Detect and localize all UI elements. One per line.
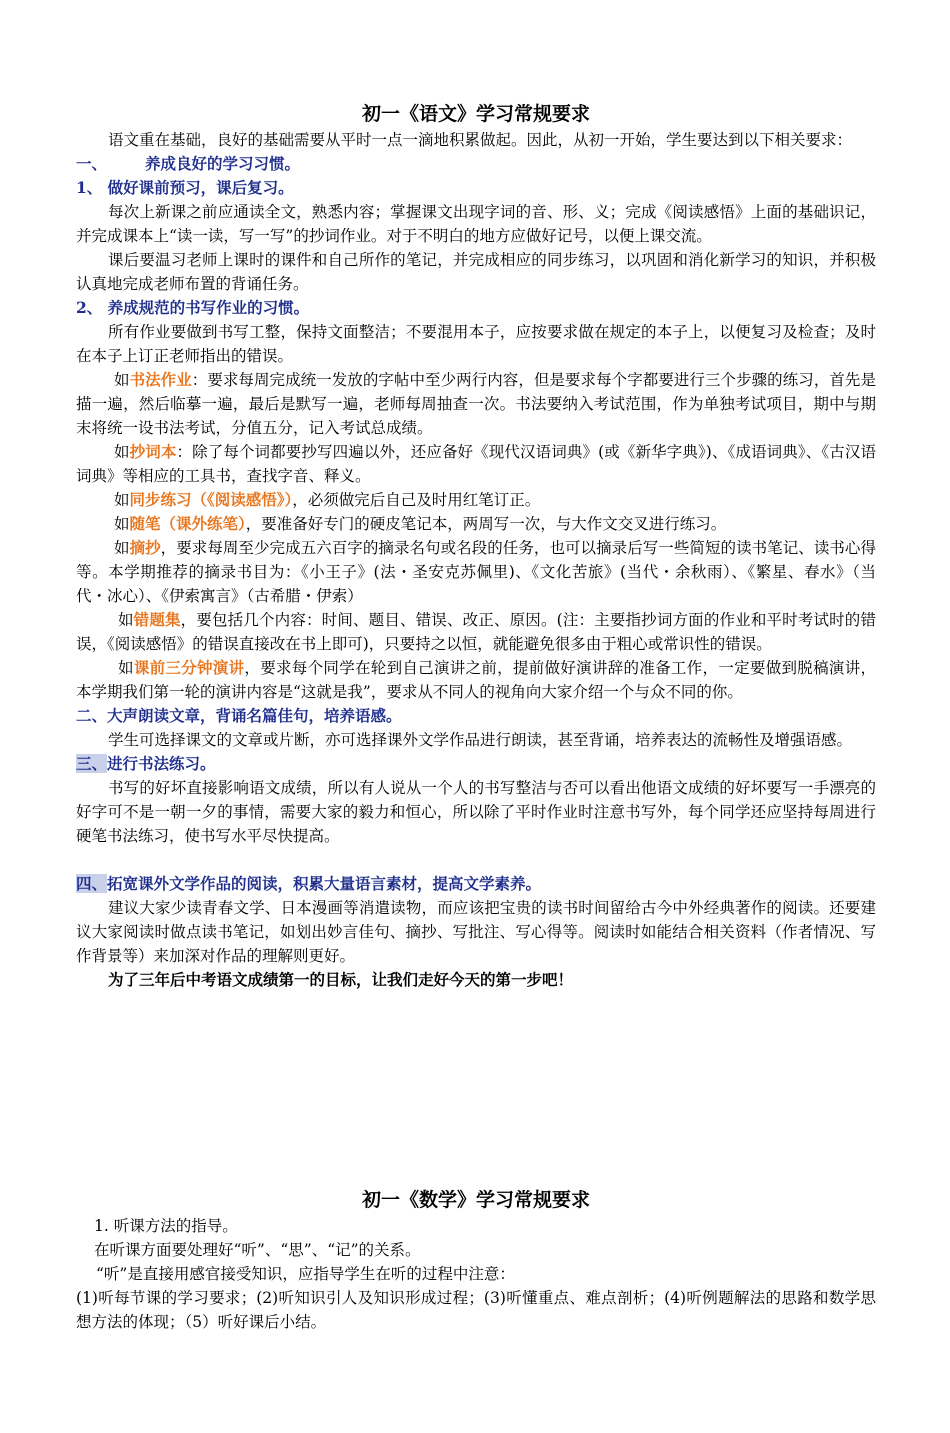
heading-1-text: 养成良好的学习习惯。	[145, 154, 301, 173]
math-line-4: (1)听每节课的学习要求；(2)听知识引人及知识形成过程；(3)听懂重点、难点剖析；(4)听例题解法的思路和数学思想方法的体现；（5）听好课后小结。	[76, 1289, 876, 1331]
item-sync-practice	[76, 488, 876, 512]
calligraphy-label: 书法作业	[129, 370, 192, 389]
heading-3-text: 进行书法练习。	[107, 754, 216, 773]
item-essay	[76, 512, 876, 536]
math-section	[76, 1186, 876, 1334]
paragraph-reading-aloud: 学生可选择课文的文章或片断，亦可选择课外文学作品进行朗读，甚至背诵，培养表达的流畅性及增强语感。	[108, 731, 853, 749]
error-book-label: 错题集	[133, 610, 181, 629]
essay-text: ，要准备好专门的硬皮笔记本，两周写一次，与大作文交叉进行练习。	[245, 515, 727, 533]
paragraph-homework: 所有作业要做到书写工整，保持文面整洁；不要混用本子，应按要求做在规定的本子上，以便复习及检查；及时在本子上订正老师指出的错误。	[76, 323, 876, 365]
item-prefix: 如	[114, 515, 130, 533]
item-calligraphy	[76, 368, 876, 440]
heading-2: 二、大声朗读文章，背诵名篇佳句，培养语感。	[76, 706, 402, 725]
item-prefix: 如	[114, 443, 130, 461]
item-error-book	[76, 608, 876, 656]
math-line-1: 1. 听课方法的指导。	[94, 1217, 238, 1235]
item-prefix: 如	[118, 659, 134, 677]
heading-1-2: 2、 养成规范的书写作业的习惯。	[76, 298, 310, 317]
heading-4-text: 拓宽课外文学作品的阅读，积累大量语言素材，提高文学素养。	[107, 874, 542, 893]
paragraph-extracurricular: 建议大家少读青春文学、日本漫画等消遣读物，而应该把宝贵的读书时间留给古今中外经典著作的阅读。还要建议大家阅读时做点读书笔记，如划出妙言佳句、摘抄、写批注、写心得等。阅读时如能结合相关资料（作者情况、写作背景等）来加深对作品的理解则更好。	[76, 899, 876, 965]
paragraph-preview: 每次上新课之前应通读全文，熟悉内容；掌握课文出现字词的音、形、义；完成《阅读感悟》上面的基础识记，并完成课本上“读一读，写一写”的抄词作业。对于不明白的地方应做好记号，以便上课交流。	[76, 203, 876, 245]
math-line-3: “听”是直接用感官接受知识，应指导学生在听的过程中注意：	[96, 1265, 515, 1283]
copybook-text: ：除了每个词都要抄写四遍以外，还应备好《现代汉语词典》(或《新华字典》)、《成语词典》、《古汉语词典》等相应的工具书，查找字音、释义。	[76, 443, 876, 485]
calligraphy-text: ：要求每周完成统一发放的字帖中至少两行内容，但是要求每个字都要进行三个步骤的练习，首先是描一遍，然后临摹一遍，最后是默写一遍，老师每周抽查一次。书法要纳入考试范围，作为单独考试项目，期中与期末将统一设书法考试，分值五分，记入考试总成绩。	[76, 371, 876, 437]
speech-label: 课前三分钟演讲	[133, 658, 245, 677]
copybook-label: 抄词本	[129, 442, 177, 461]
chinese-section	[76, 100, 876, 992]
item-prefix: 如	[114, 491, 130, 509]
heading-4	[76, 872, 876, 896]
item-excerpt	[76, 536, 876, 608]
heading-1-1: 1、 做好课前预习，课后复习。	[76, 178, 294, 197]
heading-1-number: 一、	[76, 154, 108, 173]
heading-3	[76, 752, 876, 776]
speech-text: ，要求每个同学在轮到自己演讲之前，提前做好演讲辞的准备工作，一定要做到脱稿演讲，本学期我们第一轮的演讲内容是“这就是我”，要求从不同人的视角向大家介绍一个与众不同的你。	[76, 659, 876, 701]
excerpt-label: 摘抄	[129, 538, 161, 557]
item-prefix: 如	[114, 371, 130, 389]
item-speech	[76, 656, 876, 704]
sync-practice-label: 同步练习（《阅读感悟》）	[129, 490, 293, 509]
item-prefix: 如	[114, 539, 130, 557]
math-title: 初一《数学》学习常规要求	[361, 1189, 590, 1211]
chinese-intro: 语文重在基础，良好的基础需要从平时一点一滴地积累做起。因此，从初一开始，学生要达到以下相关要求：	[108, 131, 853, 149]
heading-4-number: 四、	[76, 874, 108, 893]
chinese-title: 初一《语文》学习常规要求	[361, 103, 590, 125]
paragraph-review: 课后要温习老师上课时的课件和自己所作的笔记，并完成相应的同步练习，以巩固和消化新学习的知识，并积极认真地完成老师布置的背诵任务。	[76, 251, 876, 293]
paragraph-handwriting: 书写的好坏直接影响语文成绩，所以有人说从一个人的书写整洁与否可以看出他语文成绩的好坏要写一手漂亮的好字可不是一朝一夕的事情，需要大家的毅力和恒心，所以除了平时作业时注意书写外，每个同学还应坚持每周进行硬笔书法练习，使书写水平尽快提高。	[76, 779, 876, 845]
essay-label: 随笔（课外练笔）	[129, 514, 246, 533]
math-line-2: 在听课方面要处理好“听”、“思”、“记”的关系。	[94, 1241, 421, 1259]
item-copybook	[76, 440, 876, 488]
heading-3-number: 三、	[76, 754, 108, 773]
error-book-text: ，要包括几个内容：时间、题目、错误、改正、原因。(注：主要指抄词方面的作业和平时考试时的错误，《阅读感悟》的错误直接改在书上即可)，只要持之以恒，就能避免很多由于粗心或常识性的错误。	[76, 611, 876, 653]
sync-practice-text: ，必须做完后自己及时用红笔订正。	[292, 491, 541, 509]
closing-statement: 为了三年后中考语文成绩第一的目标，让我们走好今天的第一步吧！	[108, 970, 574, 989]
excerpt-text: ，要求每周至少完成五六百字的摘录名句或名段的任务，也可以摘录后写一些简短的读书笔记、读书心得等。本学期推荐的摘录书目为：《小王子》(法・圣安克苏佩里)、《文化苦旅》(当代・余秋雨）、《繁星、春水》（当代・冰心）、《伊索寓言》（古希腊・伊索）	[76, 539, 876, 605]
item-prefix: 如	[118, 611, 134, 629]
heading-1	[76, 152, 876, 176]
